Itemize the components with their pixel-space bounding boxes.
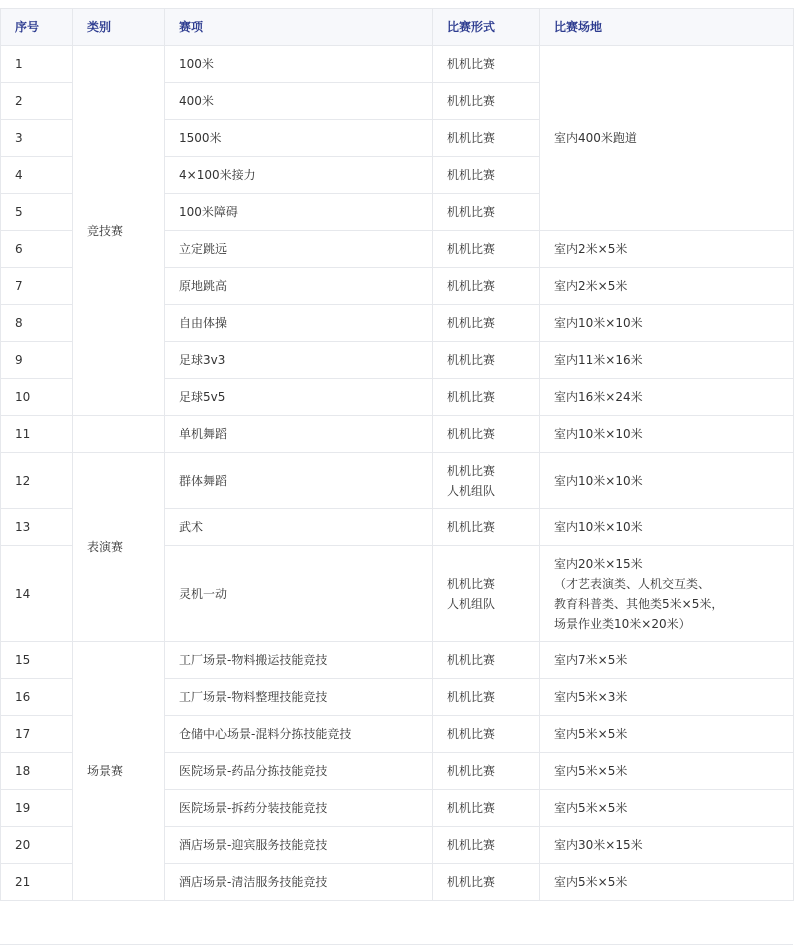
category-cell-empty [73,416,165,453]
format-cell: 机机比赛 [433,509,540,546]
venue-cell: 室内400米跑道 [540,46,794,231]
row-no: 15 [1,642,73,679]
event-cell: 1500米 [165,120,433,157]
format-cell: 机机比赛 [433,231,540,268]
format-cell: 机机比赛 [433,716,540,753]
format-cell: 机机比赛 人机组队 [433,453,540,509]
row-no: 8 [1,305,73,342]
header-event: 赛项 [165,9,433,46]
event-cell: 工厂场景-物料整理技能竞技 [165,679,433,716]
venue-cell: 室内10米×10米 [540,453,794,509]
event-cell: 武术 [165,509,433,546]
category-cell: 场景赛 [73,642,165,901]
header-no: 序号 [1,9,73,46]
event-cell: 医院场景-药品分拣技能竞技 [165,753,433,790]
row-no: 21 [1,864,73,901]
category-cell: 表演赛 [73,453,165,642]
row-no: 3 [1,120,73,157]
venue-cell: 室内5米×5米 [540,716,794,753]
row-no: 9 [1,342,73,379]
row-no: 6 [1,231,73,268]
table-header-row [1,9,794,46]
format-cell: 机机比赛 [433,46,540,83]
format-cell: 机机比赛 [433,342,540,379]
format-cell: 机机比赛 [433,194,540,231]
format-cell: 机机比赛 [433,679,540,716]
format-cell: 机机比赛 人机组队 [433,546,540,642]
venue-cell: 室内20米×15米 （才艺表演类、人机交互类、 教育科普类、其他类5米×5米， 场景作业类10米×20米） [540,546,794,642]
row-no: 14 [1,546,73,642]
format-cell: 机机比赛 [433,642,540,679]
format-cell: 机机比赛 [433,268,540,305]
event-cell: 工厂场景-物料搬运技能竞技 [165,642,433,679]
row-no: 13 [1,509,73,546]
event-cell: 单机舞蹈 [165,416,433,453]
format-cell: 机机比赛 [433,379,540,416]
table-row [1,416,794,453]
row-no: 20 [1,827,73,864]
row-no: 18 [1,753,73,790]
events-table [0,8,794,901]
venue-cell: 室内2米×5米 [540,268,794,305]
event-cell: 原地跳高 [165,268,433,305]
venue-cell: 室内11米×16米 [540,342,794,379]
event-cell: 灵机一动 [165,546,433,642]
row-no: 16 [1,679,73,716]
row-no: 19 [1,790,73,827]
venue-cell: 室内5米×5米 [540,753,794,790]
header-venue: 比赛场地 [540,9,794,46]
event-cell: 群体舞蹈 [165,453,433,509]
venue-cell: 室内5米×5米 [540,790,794,827]
row-no: 12 [1,453,73,509]
format-cell: 机机比赛 [433,305,540,342]
format-cell: 机机比赛 [433,864,540,901]
row-no: 10 [1,379,73,416]
row-no: 1 [1,46,73,83]
row-no: 7 [1,268,73,305]
event-cell: 100米 [165,46,433,83]
table-row [1,46,794,83]
format-cell: 机机比赛 [433,416,540,453]
row-no: 11 [1,416,73,453]
venue-cell: 室内10米×10米 [540,305,794,342]
table-row [1,453,794,509]
event-cell: 100米障碍 [165,194,433,231]
header-category: 类别 [73,9,165,46]
row-no: 17 [1,716,73,753]
format-cell: 机机比赛 [433,83,540,120]
venue-cell: 室内30米×15米 [540,827,794,864]
row-no: 5 [1,194,73,231]
venue-cell: 室内10米×10米 [540,509,794,546]
format-cell: 机机比赛 [433,753,540,790]
format-cell: 机机比赛 [433,157,540,194]
event-cell: 400米 [165,83,433,120]
event-cell: 酒店场景-迎宾服务技能竞技 [165,827,433,864]
venue-cell: 室内16米×24米 [540,379,794,416]
row-no: 2 [1,83,73,120]
venue-cell: 室内5米×5米 [540,864,794,901]
event-cell: 自由体操 [165,305,433,342]
bottom-divider [0,944,793,945]
venue-cell: 室内5米×3米 [540,679,794,716]
event-cell: 4×100米接力 [165,157,433,194]
category-cell: 竞技赛 [73,46,165,416]
event-cell: 足球5v5 [165,379,433,416]
event-cell: 仓储中心场景-混料分拣技能竞技 [165,716,433,753]
table-row [1,642,794,679]
event-cell: 酒店场景-清洁服务技能竞技 [165,864,433,901]
event-cell: 足球3v3 [165,342,433,379]
format-cell: 机机比赛 [433,120,540,157]
event-cell: 立定跳远 [165,231,433,268]
row-no: 4 [1,157,73,194]
format-cell: 机机比赛 [433,827,540,864]
header-format: 比赛形式 [433,9,540,46]
format-cell: 机机比赛 [433,790,540,827]
venue-cell: 室内2米×5米 [540,231,794,268]
venue-cell: 室内7米×5米 [540,642,794,679]
event-cell: 医院场景-拆药分装技能竞技 [165,790,433,827]
venue-cell: 室内10米×10米 [540,416,794,453]
